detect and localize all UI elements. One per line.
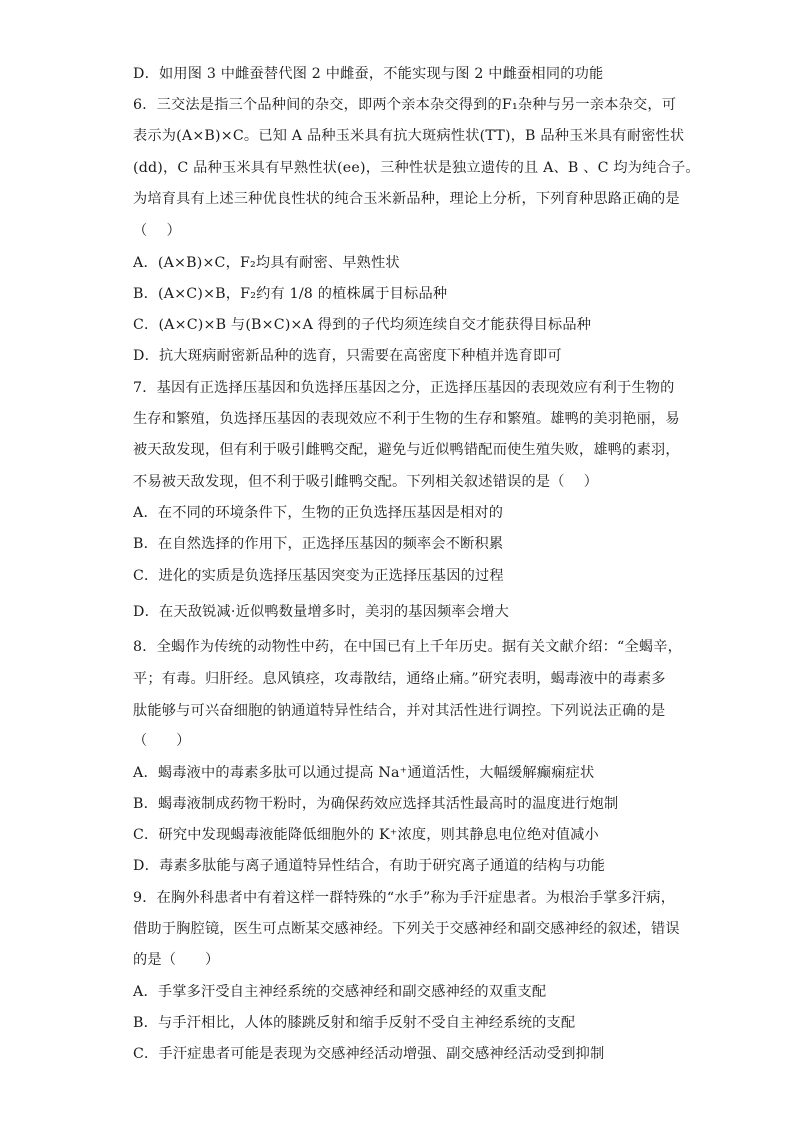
text-line: 9．在胸外科患者中有着这样一群特殊的“水手”称为手汗症患者。为根治手掌多汗病，	[133, 890, 676, 906]
text-line: 肽能够与可兴奋细胞的钠通道特异性结合，并对其活性进行调控。下列说法正确的是	[133, 703, 666, 719]
text-line: （ ）	[133, 733, 191, 749]
text-line: 6．三交法是指三个品种间的杂交，即两个亲本杂交得到的F₁杂种与另一亲本杂交，可	[133, 97, 677, 113]
text-line: C．(A×C)×B 与(B×C)×A 得到的子代均须连续自交才能获得目标品种	[133, 317, 592, 333]
text-line: 表示为(A×B)×C。已知 A 品种玉米具有抗大斑病性状(TT)，B 品种玉米具有耐密性状	[133, 128, 685, 144]
text-line: C．手汗症患者可能是表现为交感神经活动增强、副交感神经活动受到抑制	[133, 1046, 605, 1062]
text-line: D．抗大斑病耐密新品种的选育，只需要在高密度下种植并选育即可	[133, 348, 562, 364]
text-line: C．进化的实质是负选择压基因突变为正选择压基因的过程	[133, 568, 504, 584]
text-line: （ ）	[133, 223, 181, 239]
text-line: A．在不同的环境条件下，生物的正负选择压基因是相对的	[133, 505, 504, 521]
text-line: 为培育具有上述三种优良性状的纯合玉米新品种，理论上分析，下列育种思路正确的是	[133, 191, 680, 207]
text-line: B．与手汗相比，人体的膝跳反射和缩手反射不受自主神经系统的支配	[133, 1015, 576, 1031]
text-line: 的是（ ）	[133, 952, 220, 968]
text-line: D．在天敌锐减·近似鸭数量增多时，美羽的基因频率会增大	[133, 604, 509, 620]
text-line: B．在自然选择的作用下，正选择压基因的频率会不断积累	[133, 536, 504, 552]
text-line: 借助于胸腔镜，医生可点断某交感神经。下列关于交感神经和副交感神经的叙述，错误	[133, 921, 680, 937]
text-line: 8．全蝎作为传统的动物性中药，在中国已有上千年历史。据有关文献介绍：“全蝎辛，	[133, 639, 683, 655]
text-line: B．蝎毒液制成药物干粉时，为确保药效应选择其活性最高时的温度进行炮制	[133, 796, 619, 812]
text-line: D．毒素多肽能与离子通道特异性结合，有助于研究离子通道的结构与功能	[133, 858, 605, 874]
text-line: 7．基因有正选择压基因和负选择压基因之分，正选择压基因的表现效应有利于生物的	[133, 380, 675, 396]
text-line: A．(A×B)×C，F₂均具有耐密、早熟性状	[133, 255, 400, 271]
text-line: A．手掌多汗受自主神经系统的交感神经和副交感神经的双重支配	[133, 984, 547, 1000]
text-line: 平；有毒。归肝经。息风镇痉，攻毒散结，通络止痛。”研究表明，蝎毒液中的毒素多	[133, 671, 666, 687]
text-line: A．蝎毒液中的毒素多肽可以通过提高 Na⁺通道活性，大幅缓解癫痫症状	[133, 765, 595, 781]
text-line: C．研究中发现蝎毒液能降低细胞外的 K⁺浓度，则其静息电位绝对值减小	[133, 827, 599, 843]
text-line: 被天敌发现，但有利于吸引雌鸭交配，避免与近似鸭错配而使生殖失败，雄鸭的素羽，	[133, 442, 680, 458]
text-line: D．如用图 3 中雌蚕替代图 2 中雌蚕，不能实现与图 2 中雌蚕相同的功能	[133, 66, 604, 82]
text-line: (dd)，C 品种玉米具有早熟性状(ee)，三种性状是独立遗传的且 A、B 、C 均为纯合子。	[133, 160, 700, 176]
text-line: B．(A×C)×B，F₂约有 1/8 的植株属于目标品种	[133, 286, 448, 302]
text-line: 生存和繁殖，负选择压基因的表现效应不利于生物的生存和繁殖。雄鸭的美羽艳丽，易	[133, 411, 680, 427]
text-line: 不易被天敌发现，但不利于吸引雌鸭交配。下列相关叙述错误的是（ ）	[133, 474, 599, 490]
